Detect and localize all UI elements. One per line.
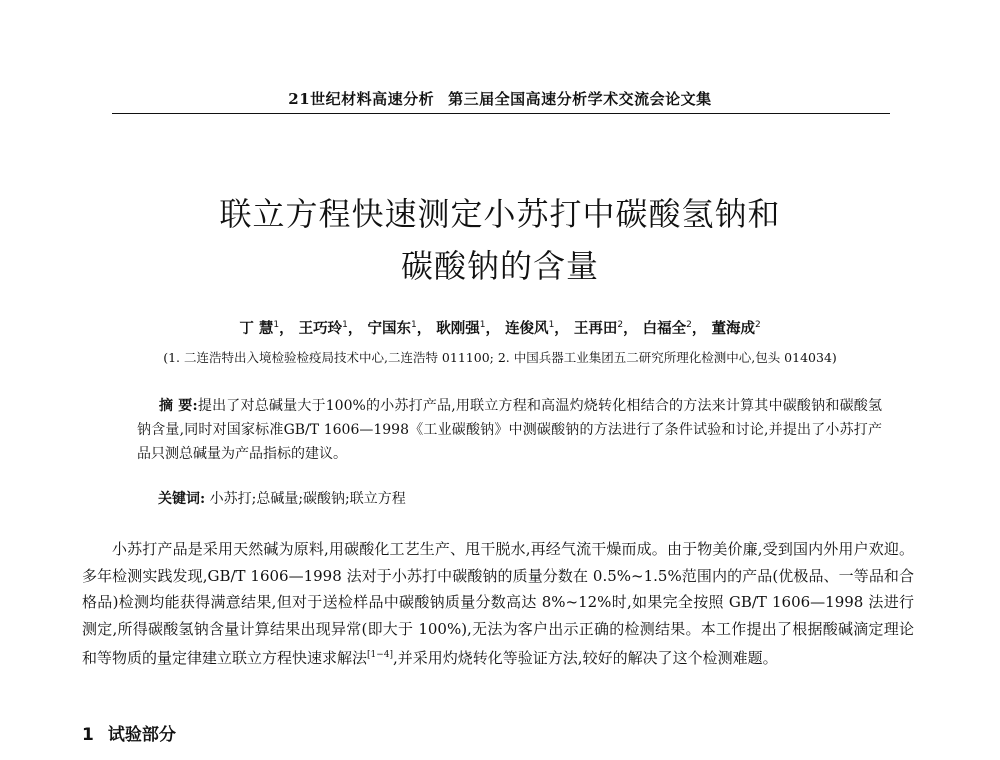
author: 宁国东$^1$ (367, 320, 417, 337)
author-list: 丁 慧$^1$， 王巧玲$^1$， 宁国东$^1$， 耿刚强$^1$， 连俊风$^1$， 王再田$^2$， 白福全$^2$， 董海成$^2$ (239, 320, 761, 337)
author: 王巧玲$^1$ (298, 320, 348, 337)
author: 白福全$^2$ (642, 320, 692, 337)
keywords-text: 小苏打;总碱量;碳酸钠;联立方程 (209, 491, 406, 507)
section-number: 1 (82, 725, 94, 745)
citation-ref[interactable]: [1−4] (367, 650, 394, 660)
author: 王再田$^2$ (573, 320, 624, 337)
body-text (82, 536, 914, 672)
header-rule (112, 113, 890, 114)
section-heading (82, 720, 176, 745)
affiliation-line: (1. 二连浩特出入境检验检疫局技术中心,二连浩特 011100; 2. 中国兵器工业集团五二研究所理化检测中心,包头 014034) (163, 350, 837, 365)
author: 连俊风$^1$ (505, 320, 555, 337)
abstract-label: 摘 要: (159, 398, 198, 414)
keywords-label: 关键词: (158, 491, 206, 507)
section-title: 试验部分 (107, 725, 176, 745)
running-header-right: 第三届全国高速分析学术交流会论文集 (448, 90, 712, 108)
running-header (0, 88, 1000, 109)
abstract-block (137, 394, 882, 466)
abstract-text: 提出了对总碱量大于100%的小苏打产品,用联立方程和高温灼烧转化相结合的方法来计算其中碳酸钠和碳酸氢钠含量,同时对国家标准GB/T 1606—1998《工业碳酸钠》中测碳酸钠的方法进行了条件试验和讨论,并提出了小苏打产品只测总碱量为产品指标的建议。 (137, 398, 882, 462)
author: 丁 慧$^1$ (239, 320, 280, 337)
running-header-left: 21世纪材料高速分析 (288, 90, 435, 108)
author: 董海成$^2$ (711, 320, 761, 337)
author: 耿刚强$^1$ (436, 320, 486, 337)
paper-title-line-1: 联立方程快速测定小苏打中碳酸氢钠和 (219, 195, 781, 233)
keywords-block (158, 488, 878, 508)
paper-title-line-2: 碳酸钠的含量 (400, 247, 599, 285)
body-paragraph: 小苏打产品是采用天然碱为原料,用碳酸化工艺生产、甩干脱水,再经气流干燥而成。由于物美价廉,受到国内外用户欢迎。多年检测实践发现,GB/T 1606—1998 法对于小苏打中碳酸钠的质量分数在 0.5%~1.5%范围内的产品(优极品、一等品和合格品)检测均能获得满意结果,但对于送检样品中碳酸钠质量分数高达 8%~12%时,如果完全按照 GB/T 1606—1998 法进行测定,所得碳酸氢钠含量计算结果出现异常(即大于 100%),无法为客户出示正确的检测结果。本工作提出了根据酸碱滴定理论和等物质的量定律建立联立方程快速求解法[1−4],并采用灼烧转化等验证方法,较好的解决了这个检测难题。 (82, 540, 914, 667)
